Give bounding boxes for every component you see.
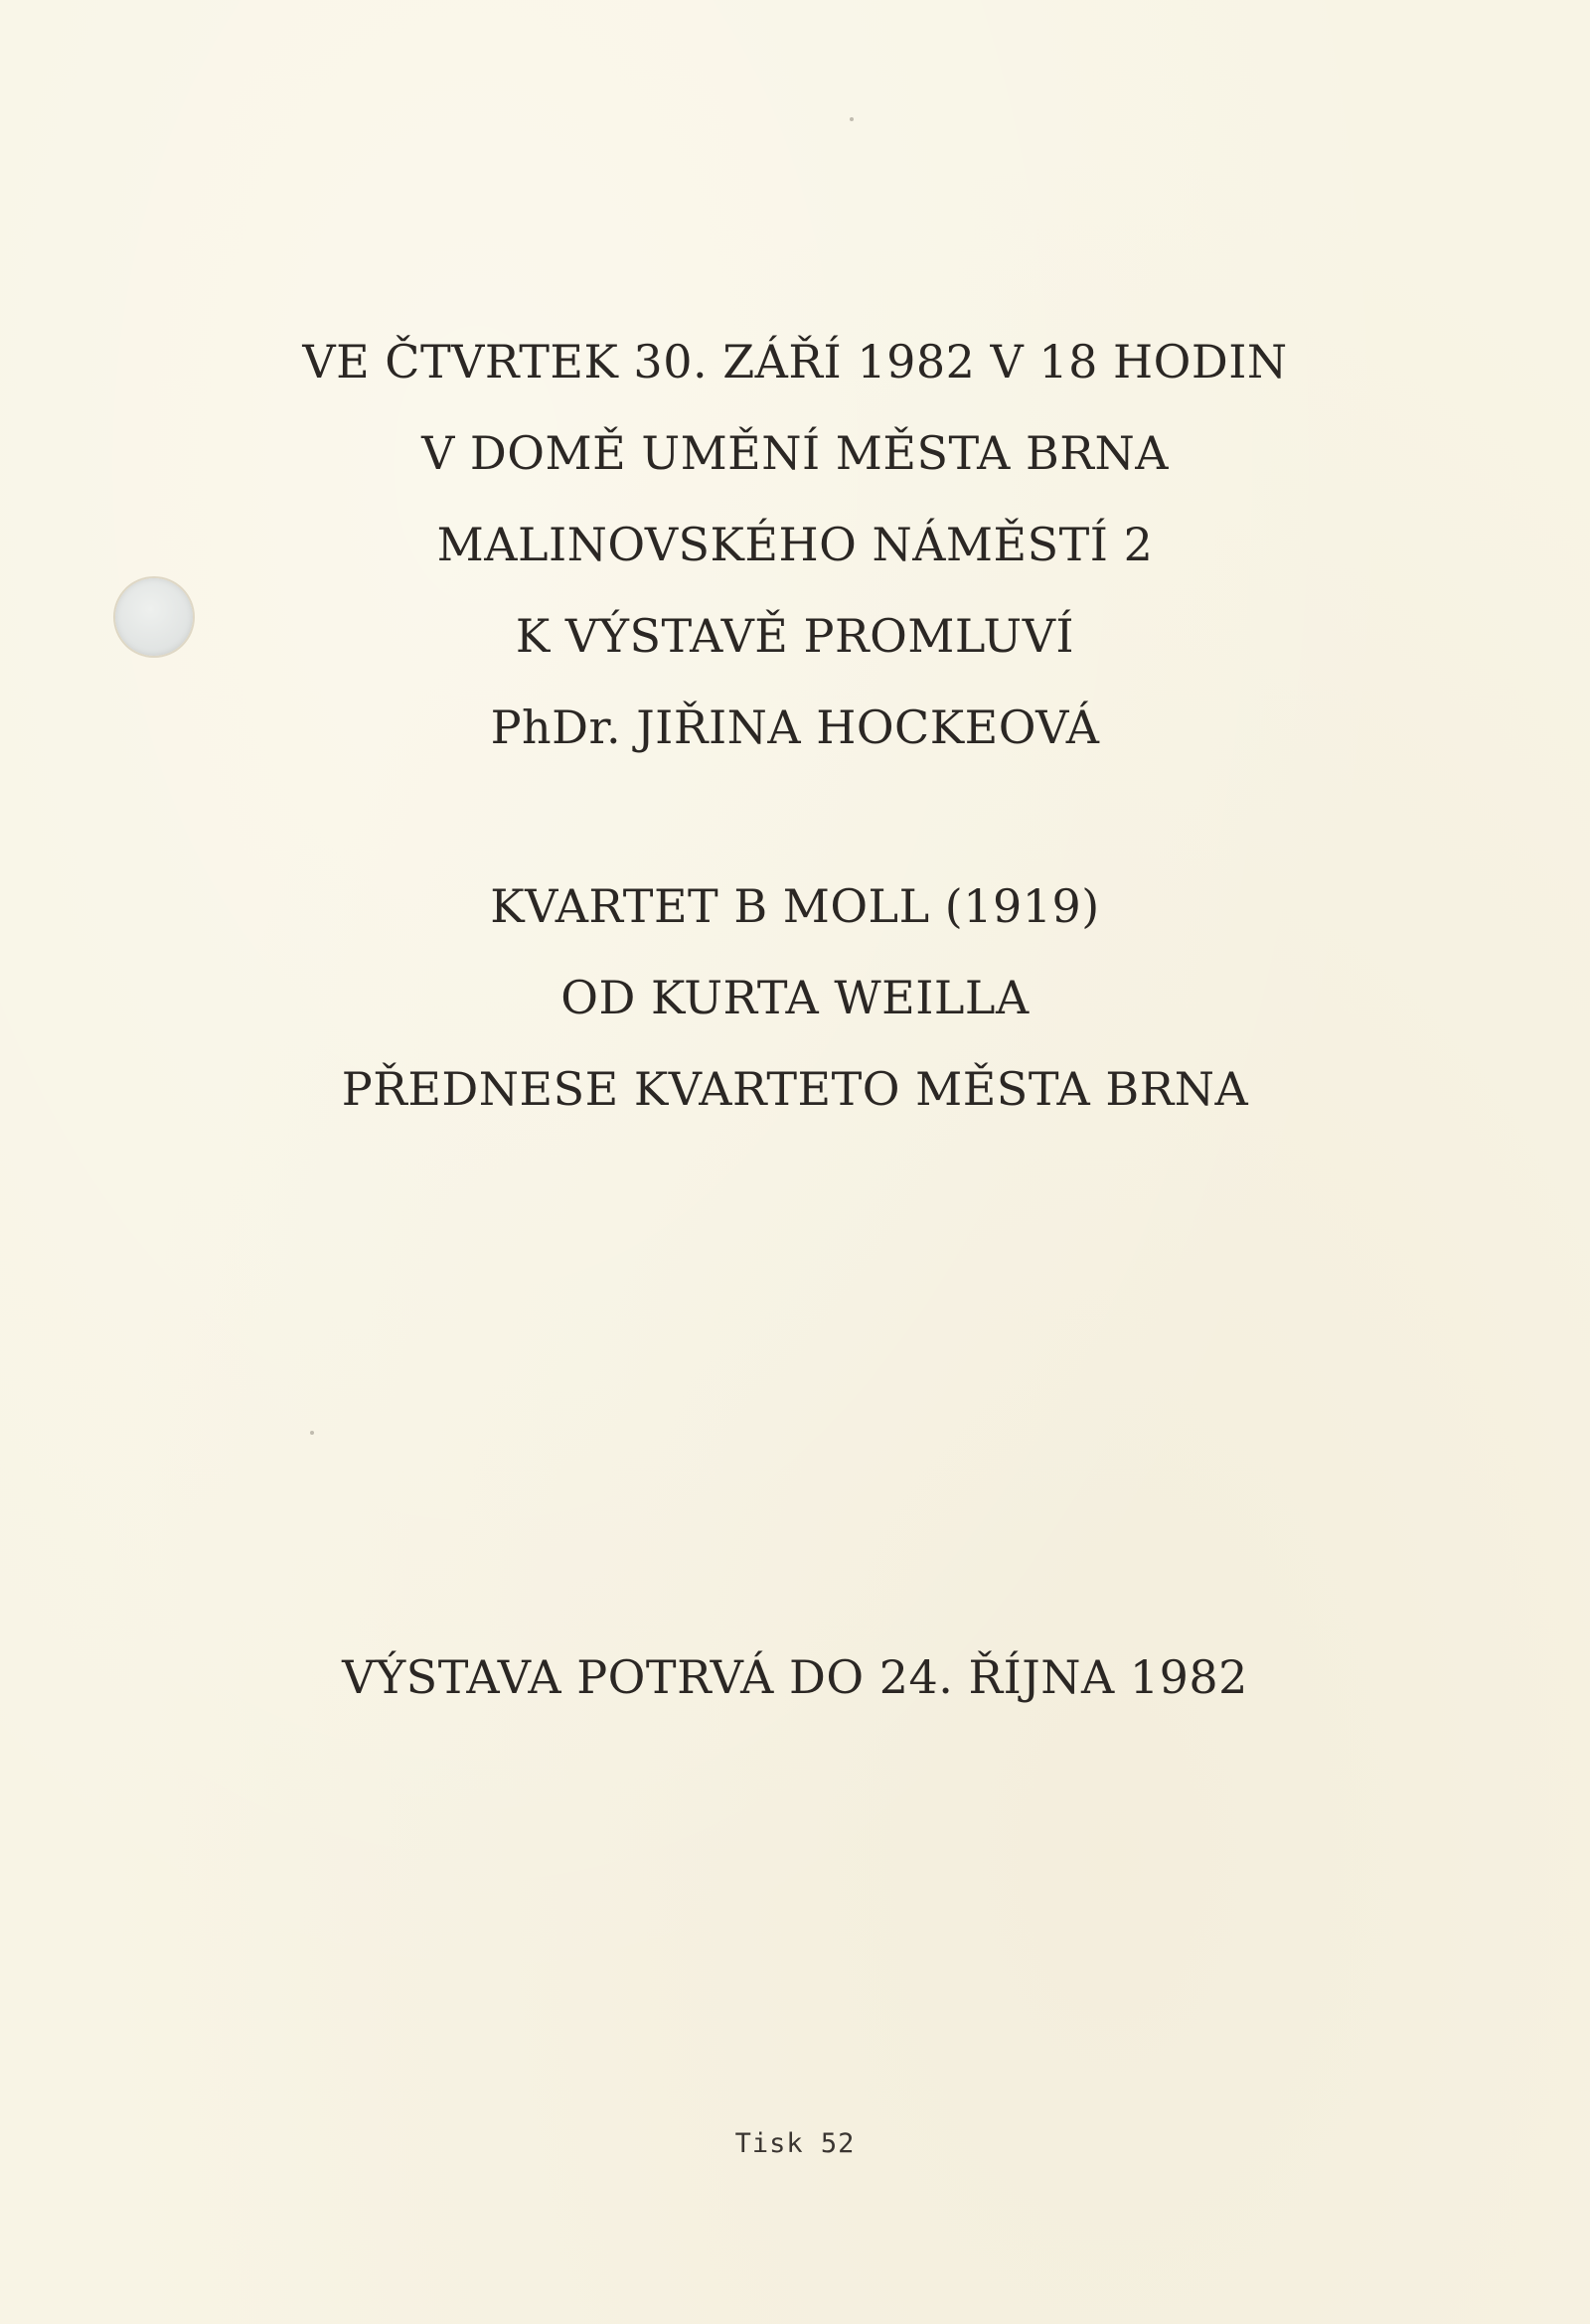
music-program — [0, 860, 1590, 1135]
performer-line: PŘEDNESE KVARTETO MĚSTA BRNA — [341, 1062, 1249, 1116]
venue-line: V DOMĚ UMĚNÍ MĚSTA BRNA — [421, 426, 1169, 480]
exhibition-duration — [0, 1631, 1590, 1723]
duration-line: VÝSTAVA POTRVÁ DO 24. ŘÍJNA 1982 — [342, 1650, 1248, 1704]
opening-details — [0, 316, 1590, 773]
paper-speck — [850, 117, 854, 121]
print-footer: Tisk 52 — [734, 2128, 856, 2159]
opening-date-line: VE ČTVRTEK 30. ZÁŘÍ 1982 V 18 HODIN — [302, 335, 1288, 388]
music-piece-line: KVARTET B MOLL (1919) — [490, 879, 1100, 933]
composer-line: OD KURTA WEILLA — [560, 971, 1030, 1024]
paper-speck — [310, 1431, 314, 1435]
speaker-intro-line: K VÝSTAVĚ PROMLUVÍ — [515, 609, 1075, 663]
speaker-name-line: PhDr. JIŘINA HOCKEOVÁ — [490, 700, 1100, 754]
address-line: MALINOVSKÉHO NÁMĚSTÍ 2 — [436, 518, 1154, 571]
